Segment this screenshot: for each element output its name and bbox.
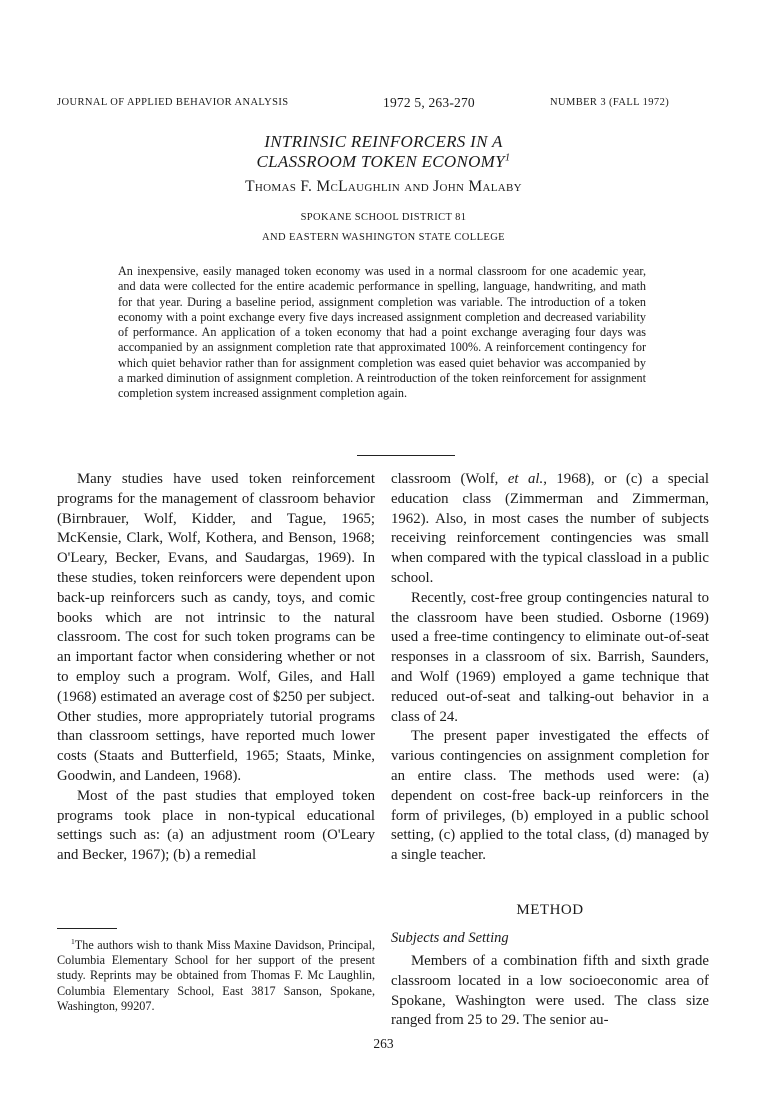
article-title-line2-text: CLASSROOM TOKEN ECONOMY	[256, 152, 505, 171]
body-paragraph: Recently, cost-free group contingencies natural to the classroom have been studied. Osborne (1969) used a free-time contingency to eliminate out-of-seat responses in a classroom of six. Barrish, Saunders, and Wolf (1969) employed a game technique that reduced out-of-seat and talking-out behavior in a class of 24.	[391, 589, 709, 725]
body-paragraph-continued	[391, 470, 709, 589]
issue-number: NUMBER 3 (FALL 1972)	[550, 97, 670, 108]
article-title-line2	[0, 152, 767, 172]
affiliation-line2: AND EASTERN WASHINGTON STATE COLLEGE	[262, 232, 505, 243]
abstract: An inexpensive, easily managed token economy was used in a normal classroom for one academic year, and data were collected for the entire academic performance in spelling, language, handwriting, and math for that year. During a baseline period, assignment completion was variable. The introduction of a token economy with a point exchange every five days increased assignment completion and decreased variability of performance. An application of a token economy that had a point exchange averaging four days was accompanied by an assignment completion rate that approximated 100%. A reinforcement contingency for which quiet behavior rather than for assignment completion was eased quiet behavior was accompanied by a marked diminution of assignment completion. A reintroduction of the token reinforcement for assignment completion system increased assignment completion again.	[118, 264, 646, 401]
footnote-mark: 1	[71, 936, 75, 946]
article-title-line1: INTRINSIC REINFORCERS IN A	[264, 132, 503, 151]
footnote	[57, 938, 375, 1014]
body-paragraph: Many studies have used token reinforcement programs for the management of classroom behavior (Birnbrauer, Wolf, Kidder, and Tague, 1965; McKensie, Clark, Wolf, Kothera, and Benson, 1968; O'Leary, Becker, Evans, and Saudargas, 1969). In these studies, token reinforcers were dependent upon back-up reinforcers such as candy, toys, and comic books which are not intrinsic to the natural classroom. The cost for such token programs can be an important factor when considering whether or not to employ such a program. Wolf, Giles, and Hall (1968) estimated an average cost of $250 per subject. Other studies, more appropriately tutorial programs than classroom settings, have reported much lower costs (Staats and Butterfield, 1965; Staats, Minke, Goodwin, and Landeen, 1968).	[57, 471, 375, 784]
authors: Thomas F. McLaughlin and John Malaby	[245, 178, 522, 195]
abstract-divider	[357, 455, 455, 456]
subsection-heading: Subjects and Setting	[391, 930, 509, 946]
body-column-left	[57, 470, 375, 866]
page-number: 263	[373, 1036, 394, 1051]
et-al: et al.	[507, 471, 544, 487]
journal-name: JOURNAL OF APPLIED BEHAVIOR ANALYSIS	[57, 97, 289, 108]
body-paragraph: Most of the past studies that employed token programs took place in non-typical educational settings such as: (a) an adjustment room (O'Leary and Becker, 1967); (b) a remedial	[57, 787, 375, 864]
text-run: classroom (Wolf,	[391, 471, 508, 487]
body-column-right	[391, 470, 709, 866]
affiliation-line1: SPOKANE SCHOOL DISTRICT 81	[300, 212, 467, 223]
title-footnote-mark: 1	[504, 152, 511, 164]
volume-pages: 1972 5, 263-270	[383, 95, 475, 110]
section-heading-method: METHOD	[516, 902, 584, 918]
text-run: , 1968), or (c) a special education class (Zimmerman and Zimmerman, 1962). Also, in most cases the number of subjects receiving reinforcement contingencies was small when compared with the typical classload in a public school.	[391, 471, 709, 586]
body-column-right-method	[391, 952, 709, 1031]
footnote-divider	[57, 928, 117, 929]
footnote-text: The authors wish to thank Miss Maxine Davidson, Principal, Columbia Elementary School for her support of the present study. Reprints may be obtained from Thomas F. Mc Laughlin, Columbia Elementary School, East 3817 Sanson, Spokane, Washington, 99207.	[57, 938, 375, 1013]
body-paragraph: The present paper investigated the effects of various contingencies on assignment completion for an entire class. The methods used were: (a) dependent on cost-free back-up reinforcers in the form of privileges, (b) employed in a public school setting, (c) applied to the total class, (d) managed by a single teacher.	[391, 728, 709, 864]
body-paragraph: Members of a combination fifth and sixth grade classroom located in a low socioeconomic area of Spokane, Washington were used. The class size ranged from 25 to 29. The senior au-	[391, 953, 709, 1029]
